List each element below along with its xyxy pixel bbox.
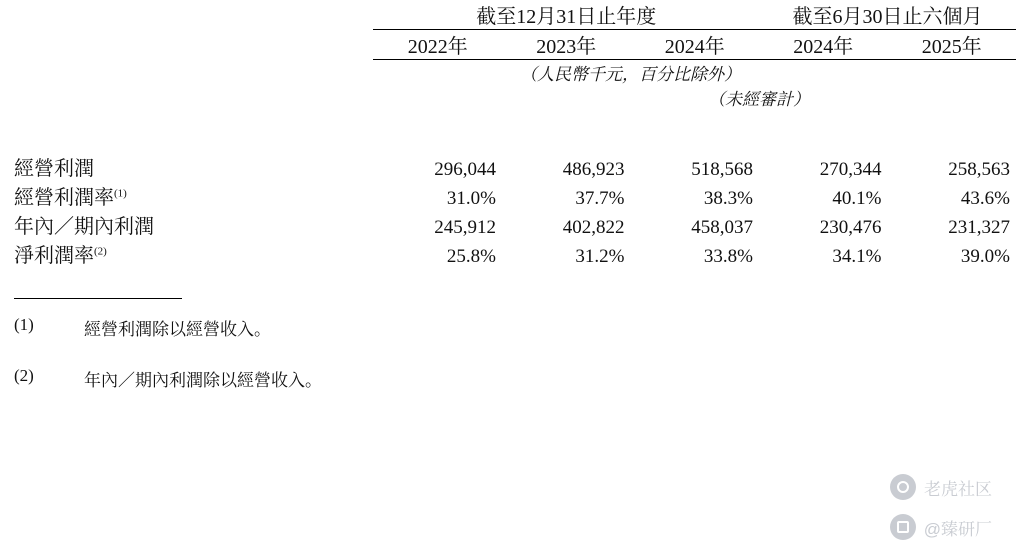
cell-operating-profit-2022: 296,044 (434, 159, 496, 180)
audit-note-spacer (0, 85, 630, 110)
row-label-period-profit (0, 210, 373, 239)
year-header-spacer (0, 30, 373, 59)
year-header-2024-interim: 2024年 (793, 36, 854, 58)
footnote-mark: (2) (14, 366, 34, 385)
table-row (0, 210, 1016, 239)
cell-net-margin-1h2025: 39.0% (960, 246, 1010, 267)
year-header-2025-interim: 2025年 (921, 36, 982, 58)
footnote-mark: (1) (14, 315, 34, 334)
zhenyanchang-icon (890, 514, 916, 540)
footnote-marker-1: (1) (114, 187, 127, 200)
tiger-community-icon (890, 474, 916, 500)
row-label-text: 年內／期內利潤 (14, 216, 154, 238)
row-label-net-margin (0, 239, 373, 268)
financial-summary-table (0, 0, 1016, 268)
cell-operating-margin-1h2025: 43.6% (960, 188, 1010, 209)
unit-note-spacer (0, 60, 373, 85)
footnote-marker-2: (2) (94, 245, 107, 258)
footnote-divider (14, 298, 182, 299)
table-body-spacer (0, 110, 1016, 152)
cell-operating-margin-2023: 37.7% (575, 188, 625, 209)
table-row (0, 152, 1016, 181)
watermark-tiger-community (890, 474, 992, 500)
footnote-text: 年內／期內利潤除以經營收入。 (84, 371, 322, 390)
cell-period-profit-2024: 458,037 (691, 217, 753, 238)
cell-operating-profit-2023: 486,923 (562, 159, 625, 180)
group-header-annual: 截至12月31日止年度 (476, 6, 657, 28)
audit-note: （未經審計） (707, 90, 810, 109)
table-row (0, 239, 1016, 268)
footnote-text: 經營利潤除以經營收入。 (84, 320, 271, 339)
watermark-zhenyanchang (890, 514, 992, 540)
cell-operating-margin-2022: 31.0% (446, 188, 496, 209)
cell-net-margin-2022: 25.8% (446, 246, 496, 267)
cell-period-profit-2023: 402,822 (562, 217, 625, 238)
cell-operating-margin-1h2024: 40.1% (832, 188, 882, 209)
cell-net-margin-2024: 33.8% (703, 246, 753, 267)
cell-net-margin-1h2024: 34.1% (832, 246, 882, 267)
audit-note-row (0, 85, 1016, 110)
cell-operating-profit-2024: 518,568 (691, 159, 753, 180)
cell-operating-profit-1h2025: 258,563 (948, 159, 1010, 180)
cell-operating-profit-1h2024: 270,344 (819, 159, 882, 180)
row-label-text: 淨利潤率 (14, 245, 94, 267)
footnote-item (0, 315, 1016, 340)
row-label-operating-profit (0, 152, 373, 181)
cell-period-profit-1h2025: 231,327 (948, 217, 1010, 238)
watermark-text: @臻研厂 (923, 519, 992, 539)
row-label-operating-margin (0, 181, 373, 210)
row-label-text: 經營利潤 (14, 158, 94, 180)
cell-net-margin-2023: 31.2% (575, 246, 625, 267)
table-row (0, 181, 1016, 210)
unit-note-row (0, 60, 1016, 85)
group-header-spacer (0, 0, 373, 29)
row-label-text: 經營利潤率 (14, 187, 114, 209)
watermark-text: 老虎社区 (924, 479, 992, 499)
year-header-2024-annual: 2024年 (664, 36, 725, 58)
cell-operating-margin-2024: 38.3% (703, 188, 753, 209)
year-header-2022: 2022年 (407, 36, 468, 58)
year-header-row (0, 30, 1016, 59)
footnote-list (0, 315, 1016, 391)
unit-note: （人民幣千元，百分比除外） (519, 65, 741, 84)
cell-period-profit-2022: 245,912 (434, 217, 496, 238)
cell-period-profit-1h2024: 230,476 (819, 217, 882, 238)
group-header-row (0, 0, 1016, 29)
year-header-2023: 2023年 (536, 36, 597, 58)
unit-note-trailing (887, 60, 1016, 85)
group-header-interim: 截至6月30日止六個月 (792, 6, 983, 28)
footnote-item (0, 366, 1016, 391)
audit-note-trailing (887, 85, 1016, 110)
